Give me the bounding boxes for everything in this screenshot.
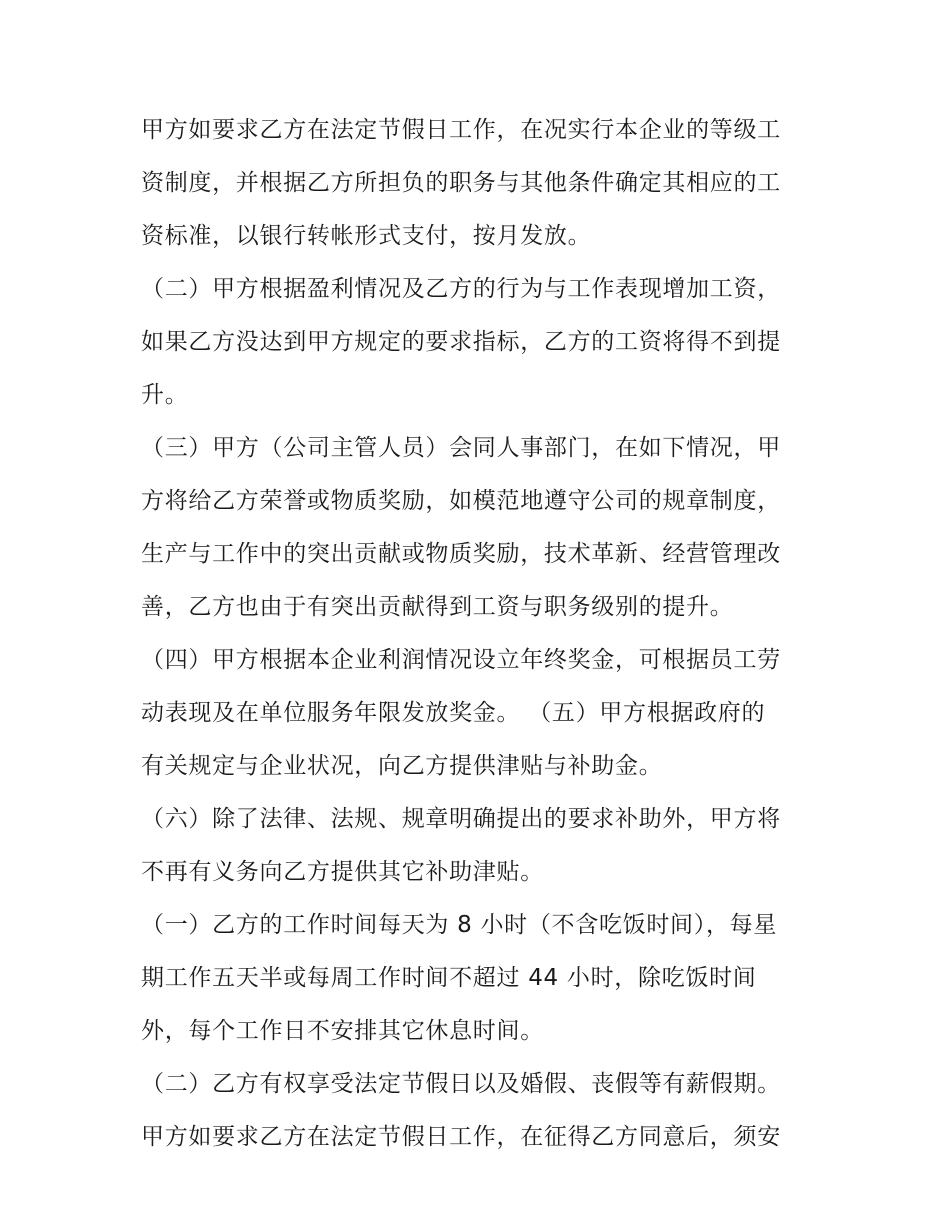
text-line: 有关规定与企业状况，向乙方提供津贴与补助金。 <box>141 753 663 779</box>
text-line: 甲方如要求乙方在法定节假日工作，在况实行本企业的等级工 <box>141 117 781 143</box>
text-line: 期工作五天半或每周工作时间不超过 44 小时，除吃饭时间 <box>141 965 757 991</box>
text-line: 升。 <box>141 382 189 408</box>
text-line: （二）甲方根据盈利情况及乙方的行为与工作表现增加工资， <box>141 276 781 302</box>
text-line: 不再有义务向乙方提供其它补助津贴。 <box>141 859 544 885</box>
text-line: （二）乙方有权享受法定节假日以及婚假、丧假等有薪假期。 <box>141 1071 781 1097</box>
text-line: 外，每个工作日不安排其它休息时间。 <box>141 1018 544 1044</box>
text-line: （三）甲方（公司主管人员）会同人事部门，在如下情况，甲 <box>141 435 781 461</box>
text-line: 方将给乙方荣誉或物质奖励，如模范地遵守公司的规章制度， <box>141 488 781 514</box>
text-line: 资标准，以银行转帐形式支付，按月发放。 <box>141 223 592 249</box>
text-line: （四）甲方根据本企业利润情况设立年终奖金，可根据员工劳 <box>141 647 781 673</box>
text-line: 如果乙方没达到甲方规定的要求指标，乙方的工资将得不到提 <box>141 329 781 355</box>
text-line: 甲方如要求乙方在法定节假日工作，在征得乙方同意后，须安 <box>141 1124 781 1150</box>
text-line: 动表现及在单位服务年限发放奖金。 （五）甲方根据政府的 <box>141 700 766 726</box>
text-line: （六）除了法律、法规、规章明确提出的要求补助外，甲方将 <box>141 806 781 832</box>
text-line: 善，乙方也由于有突出贡献得到工资与职务级别的提升。 <box>141 594 734 620</box>
text-line: 生产与工作中的突出贡献或物质奖励，技术革新、经营管理改 <box>141 541 781 567</box>
text-line: 资制度，并根据乙方所担负的职务与其他条件确定其相应的工 <box>141 170 781 196</box>
text-line: （一）乙方的工作时间每天为 8 小时（不含吃饭时间），每星 <box>141 912 778 938</box>
